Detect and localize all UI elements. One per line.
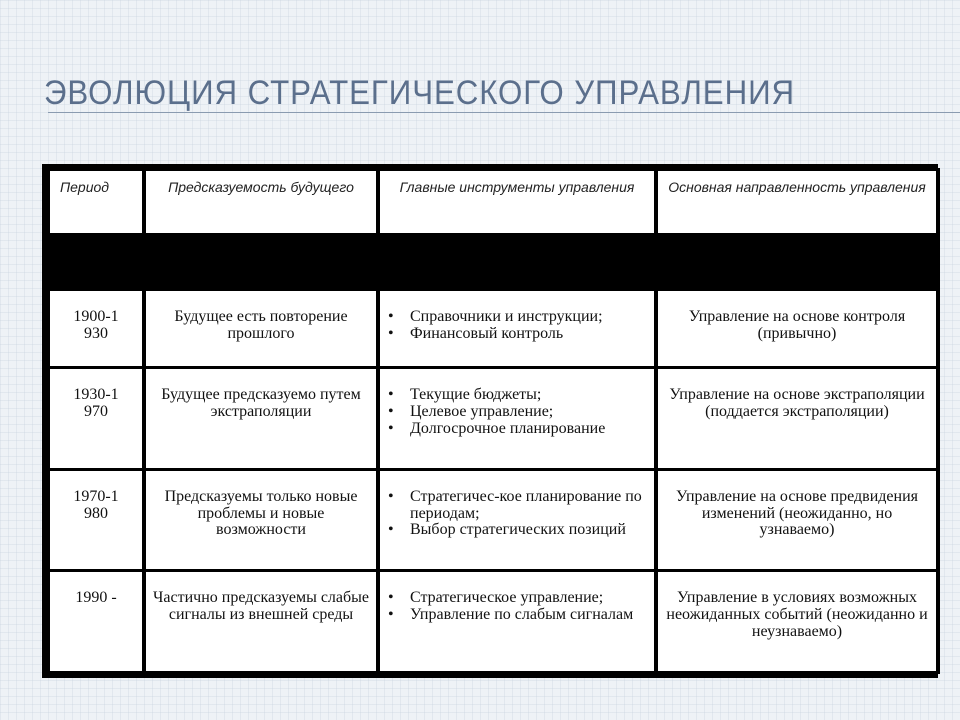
tools-list-item: • Долгосрочное планирование <box>386 421 648 438</box>
header-tools: Главные инструменты управления <box>380 171 654 233</box>
forecast-cell: Будущее есть повторение прошлого <box>146 291 376 366</box>
period-text: 1970-1980 <box>73 487 119 522</box>
tools-list-item: • Выбор стратегических позиций <box>386 522 648 539</box>
header-direction: Основная направленность управления <box>658 171 936 233</box>
header-period: Период <box>50 171 142 233</box>
tools-list-item: • Финансовый контроль <box>386 326 648 343</box>
tools-list-item: • Стратегичес-кое планирование по периодам; <box>386 489 648 523</box>
direction-cell: Управление на основе контроля (привычно) <box>658 291 936 366</box>
direction-cell: Управление на основе экстраполяции (поддается экстраполяции) <box>658 369 936 468</box>
period-cell <box>50 572 142 671</box>
period-cell <box>50 291 142 366</box>
tools-cell <box>380 369 654 468</box>
tools-list <box>386 590 648 624</box>
tools-list <box>386 489 648 539</box>
table-header-row <box>50 171 936 233</box>
forecast-cell: Частично предсказуемы слабые сигналы из внешней среды <box>146 572 376 671</box>
tools-list-item: • Целевое управление; <box>386 404 648 421</box>
tools-list-item: • Стратегическое управление; <box>386 590 648 607</box>
direction-cell: Управление на основе предвидения изменений (неожиданно, но узнаваемо) <box>658 471 936 570</box>
period-text: 1900-1930 <box>73 308 119 342</box>
direction-cell: Управление в условиях возможных неожиданных событий (неожиданно и неузнаваемо) <box>658 572 936 671</box>
table-row <box>50 572 936 671</box>
table-body <box>50 291 936 671</box>
title-underline <box>48 112 960 113</box>
tools-list-item: • Управление по слабым сигналам <box>386 607 648 624</box>
period-text: 1990 - <box>75 589 117 607</box>
period-cell <box>50 369 142 468</box>
evolution-table-frame <box>42 164 938 678</box>
table-row <box>50 471 936 570</box>
tools-cell <box>380 291 654 366</box>
period-cell <box>50 471 142 570</box>
table-row <box>50 291 936 366</box>
forecast-cell: Предсказуемы только новые проблемы и новые возможности <box>146 471 376 570</box>
slide-title: ЭВОЛЮЦИЯ СТРАТЕГИЧЕСКОГО УПРАВЛЕНИЯ <box>44 74 796 112</box>
period-text: 1930-1970 <box>73 386 119 420</box>
evolution-table <box>46 168 940 674</box>
forecast-cell: Будущее предсказуемо путем экстраполяции <box>146 369 376 468</box>
tools-cell <box>380 471 654 570</box>
table-row <box>50 369 936 468</box>
tools-list-item: • Текущие бюджеты; <box>386 387 648 404</box>
tools-list-item: • Справочники и инструкции; <box>386 309 648 326</box>
header-separator <box>50 236 936 288</box>
header-forecast: Предсказуемость будущего <box>146 171 376 233</box>
tools-list <box>386 309 648 343</box>
tools-cell <box>380 572 654 671</box>
tools-list <box>386 387 648 437</box>
